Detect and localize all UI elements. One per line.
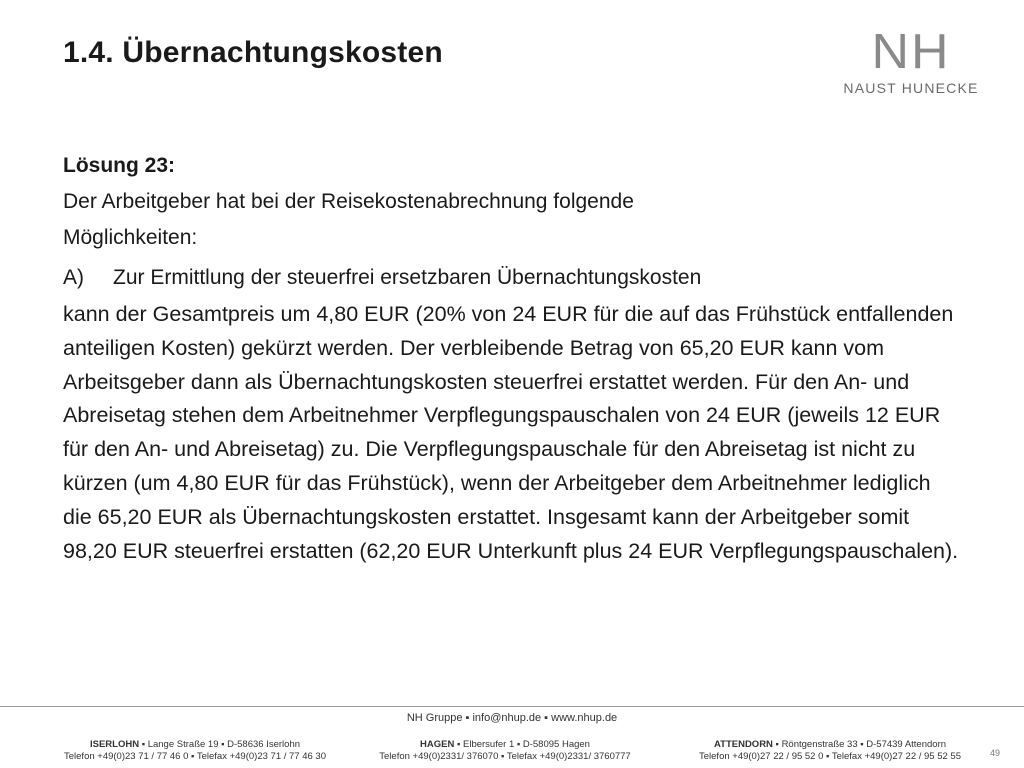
intro-line-2: Möglichkeiten: [63,226,198,249]
footer-group-line: NH Gruppe ▪ info@nhup.de ▪ www.nhup.de [406,712,618,724]
logo-company-name: NAUST HUNECKE [843,80,979,96]
office-city: HAGEN [420,739,455,750]
company-logo [826,26,996,96]
office-contact: Telefon +49(0)23 71 / 77 46 0 ▪ Telefax +49(0)23 71 / 77 46 30 [64,751,326,762]
office-contact: Telefon +49(0)27 22 / 95 52 0 ▪ Telefax +49(0)27 22 / 95 52 55 [699,751,961,762]
footer-office-iserlohn [40,739,350,763]
option-a-marker: A) [63,266,84,289]
intro-line-1: Der Arbeitgeber hat bei der Reisekostenabrechnung folgende [63,190,634,213]
footer-divider [0,706,1024,707]
office-city: ATTENDORN [713,739,773,750]
option-a [63,262,963,294]
option-a-text: Zur Ermittlung der steuerfrei ersetzbaren Übernachtungskosten [113,266,702,289]
footer-office-attendorn [680,739,980,763]
page-number: 49 [989,748,1000,758]
office-address: ▪ Röntgenstraße 33 ▪ D-57439 Attendorn [772,739,947,750]
footer-office-hagen [350,739,660,763]
solution-heading: Lösung 23: [63,154,176,177]
office-contact: Telefon +49(0)2331/ 376070 ▪ Telefax +49(0)2331/ 3760777 [379,751,631,762]
office-address: ▪ Elbersufer 1 ▪ D-58095 Hagen [454,739,590,750]
office-address: ▪ Lange Straße 19 ▪ D-58636 Iserlohn [139,739,301,750]
slide-title: 1.4. Übernachtungskosten [63,36,443,69]
solution-body-text: kann der Gesamtpreis um 4,80 EUR (20% von 24 EUR für die auf das Frühstück entfallenden anteiligen Kosten) gekürzt werden. Der verbleibende Betrag von 65,20 EUR kann vom Arbeitsgeber dann als Übernachtungskosten steuerfrei erstattet werden. Für den An- und Abreisetag stehen dem Arbeitnehmer Verpflegungspauschalen von 24 EUR (jeweils 12 EUR für den An- und Abreisetag) zu. Die Verpflegungspauschale für den Abreisetag ist nicht zu kürzen (um 4,80 EUR für das Frühstück), wenn der Arbeitgeber dem Arbeitnehmer lediglich die 65,20 EUR als Übernachtungskosten erstattet. Insgesamt kann der Arbeitgeber somit 98,20 EUR steuerfrei erstatten (62,20 EUR Unterkunft plus 24 EUR Verpflegungspauschalen). [63,302,959,563]
slide-content [63,150,963,568]
logo-mark: NH [871,24,951,80]
office-city: ISERLOHN [89,739,140,750]
